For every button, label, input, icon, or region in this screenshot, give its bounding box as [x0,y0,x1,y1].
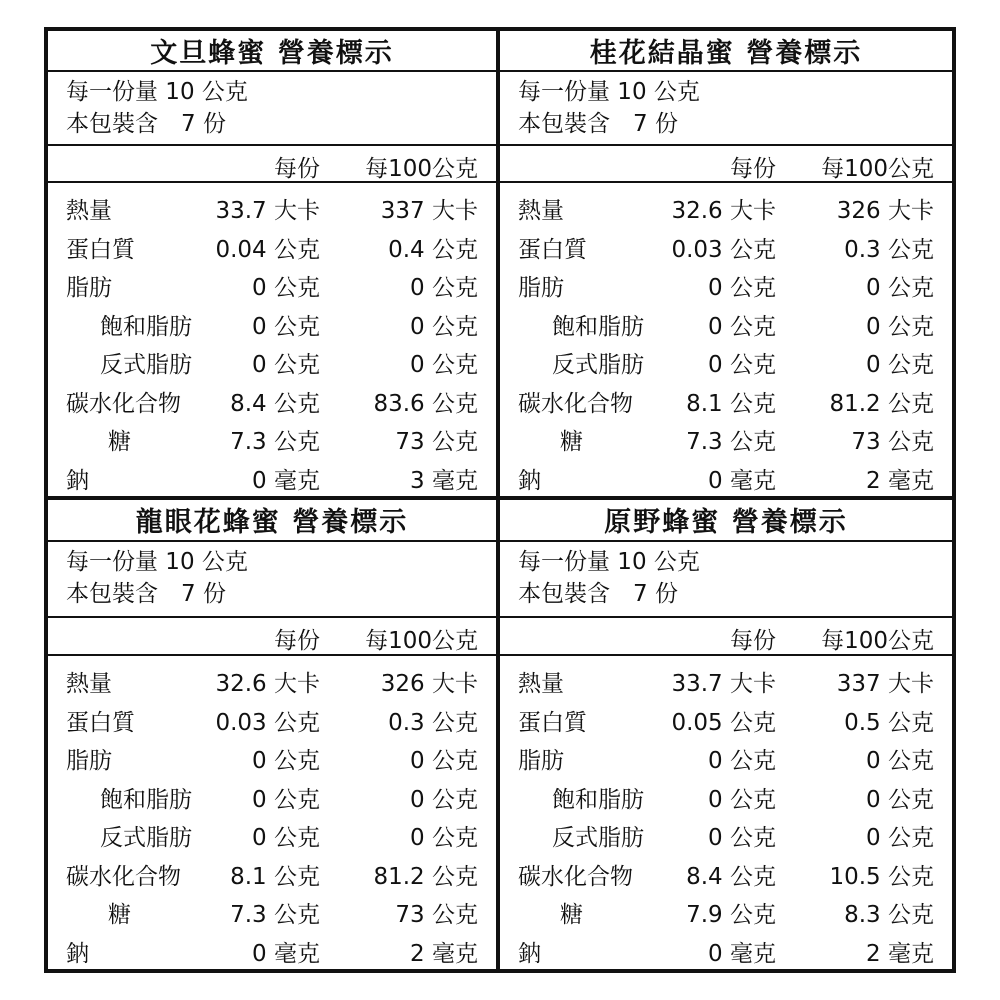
nutrient-label: 鈉 [518,940,541,967]
value-per-100g: 81.2 公克 [373,863,478,890]
nutrient-row [500,342,952,381]
value-per-100g: 0 公克 [866,786,934,813]
value-per-100g: 81.2 公克 [829,390,934,417]
value-per-serving: 0 公克 [252,313,320,340]
nutrient-label: 脂肪 [66,748,112,774]
column-header-per-100g: 每100公克 [365,628,478,655]
nutrient-label: 飽和脂肪 [552,786,644,813]
value-per-serving: 32.6 大卡 [215,671,320,697]
value-per-100g: 0.3 公克 [388,709,478,736]
nutrient-label: 反式脂肪 [552,825,644,851]
value-per-100g: 8.3 公克 [844,902,934,928]
nutrient-row [500,892,952,931]
nutrient-row [48,700,496,739]
nutrient-row [500,419,952,458]
value-per-100g: 0 公克 [866,275,934,301]
value-per-serving: 8.4 公克 [230,390,320,417]
panel-title: 龍眼花蜂蜜 營養標示 [48,500,496,542]
serving-info [500,542,952,619]
value-per-100g: 0 公克 [410,748,478,774]
nutrient-row [48,892,496,931]
column-headers [48,618,496,656]
nutrient-row [48,188,496,227]
value-per-100g: 73 公克 [395,429,478,455]
value-per-serving: 0 公克 [708,352,776,378]
nutrient-row [48,777,496,816]
value-per-100g: 337 大卡 [836,671,934,697]
value-per-100g: 0 公克 [866,825,934,851]
value-per-serving: 0 毫克 [708,467,776,494]
nutrition-panel [48,31,500,500]
nutrient-label: 碳水化合物 [66,390,181,417]
value-per-serving: 33.7 大卡 [671,671,776,697]
value-per-100g: 0 公克 [410,313,478,340]
nutrient-row [500,381,952,420]
nutrient-row [48,265,496,304]
nutrient-label: 碳水化合物 [518,863,633,890]
value-per-serving: 8.4 公克 [686,863,776,890]
panel-title: 原野蜂蜜 營養標示 [500,500,952,542]
nutrient-label: 蛋白質 [66,709,135,736]
panel-title: 文旦蜂蜜 營養標示 [48,31,496,72]
value-per-100g: 3 毫克 [410,467,478,494]
nutrient-row [48,381,496,420]
value-per-100g: 326 大卡 [380,671,478,697]
value-per-serving: 32.6 大卡 [671,198,776,224]
nutrient-label: 鈉 [66,940,89,967]
column-header-per-serving: 每份 [730,156,776,183]
value-per-100g: 0 公克 [866,748,934,774]
value-per-serving: 0 毫克 [252,467,320,494]
nutrient-label: 反式脂肪 [100,352,192,378]
nutrient-row [500,265,952,304]
servings-per-package: 本包裝含 7 份 [518,580,678,607]
value-per-serving: 7.3 公克 [686,429,776,455]
value-per-100g: 2 毫克 [866,467,934,494]
nutrient-row [500,931,952,970]
nutrient-row [500,700,952,739]
serving-info [48,542,496,619]
nutrition-panel [500,31,952,500]
serving-size: 每一份量 10 公克 [518,79,700,105]
servings-per-package: 本包裝含 7 份 [518,111,678,137]
nutrient-row [48,815,496,854]
value-per-100g: 0.5 公克 [844,709,934,736]
serving-size: 每一份量 10 公克 [518,548,700,575]
nutrient-label: 碳水化合物 [66,863,181,890]
servings-per-package: 本包裝含 7 份 [66,111,226,137]
value-per-100g: 337 大卡 [380,198,478,224]
value-per-100g: 73 公克 [395,902,478,928]
column-header-per-serving: 每份 [274,628,320,655]
value-per-serving: 8.1 公克 [686,390,776,417]
column-header-per-100g: 每100公克 [821,156,934,183]
value-per-serving: 0.03 公克 [215,709,320,736]
nutrient-label: 熱量 [66,198,112,224]
nutrient-row [500,738,952,777]
nutrient-rows [500,183,952,496]
nutrient-label: 飽和脂肪 [100,313,192,340]
nutrient-row [48,419,496,458]
value-per-100g: 73 公克 [851,429,934,455]
value-per-100g: 0 公克 [866,352,934,378]
nutrient-label: 熱量 [518,671,564,697]
nutrient-label: 蛋白質 [518,236,587,263]
serving-size: 每一份量 10 公克 [66,79,248,105]
column-headers [48,146,496,183]
value-per-100g: 0 公克 [866,313,934,340]
nutrient-label: 鈉 [518,467,541,494]
nutrient-row [500,661,952,700]
value-per-serving: 0 公克 [708,748,776,774]
value-per-100g: 83.6 公克 [373,390,478,417]
column-header-per-serving: 每份 [274,156,320,183]
value-per-100g: 326 大卡 [836,198,934,224]
nutrient-label: 蛋白質 [66,236,135,263]
nutrient-label: 脂肪 [518,275,564,301]
value-per-serving: 0.03 公克 [671,236,776,263]
value-per-100g: 2 毫克 [410,940,478,967]
value-per-100g: 10.5 公克 [829,863,934,890]
nutrition-panel [48,500,500,969]
nutrient-label: 飽和脂肪 [100,786,192,813]
value-per-serving: 7.3 公克 [230,902,320,928]
nutrient-row [500,304,952,343]
nutrient-label: 碳水化合物 [518,390,633,417]
value-per-100g: 2 毫克 [866,940,934,967]
value-per-serving: 0 公克 [252,275,320,301]
value-per-100g: 0 公克 [410,786,478,813]
nutrient-row [48,227,496,266]
value-per-serving: 0 公克 [252,786,320,813]
value-per-serving: 0.04 公克 [215,236,320,263]
nutrient-label: 糖 [108,902,131,928]
nutrient-row [500,227,952,266]
value-per-serving: 33.7 大卡 [215,198,320,224]
serving-size: 每一份量 10 公克 [66,548,248,575]
nutrient-row [500,815,952,854]
nutrient-row [48,738,496,777]
nutrient-label: 糖 [560,429,583,455]
nutrient-row [48,931,496,970]
value-per-100g: 0.3 公克 [844,236,934,263]
column-headers [500,618,952,656]
nutrient-row [500,777,952,816]
nutrient-label: 反式脂肪 [100,825,192,851]
nutrition-panel [500,500,952,969]
value-per-serving: 0 公克 [252,825,320,851]
servings-per-package: 本包裝含 7 份 [66,580,226,607]
serving-info [48,72,496,146]
nutrient-row [48,342,496,381]
nutrient-label: 熱量 [518,198,564,224]
serving-info [500,72,952,146]
value-per-serving: 0 毫克 [708,940,776,967]
value-per-serving: 0 公克 [252,352,320,378]
nutrient-label: 飽和脂肪 [552,313,644,340]
nutrition-labels-sheet [44,27,956,973]
nutrient-rows [500,656,952,969]
value-per-100g: 0 公克 [410,352,478,378]
nutrient-label: 脂肪 [66,275,112,301]
nutrient-label: 脂肪 [518,748,564,774]
value-per-100g: 0 公克 [410,825,478,851]
value-per-serving: 0.05 公克 [671,709,776,736]
nutrient-label: 糖 [560,902,583,928]
value-per-serving: 0 公克 [708,786,776,813]
panel-title: 桂花結晶蜜 營養標示 [500,31,952,72]
nutrient-row [500,458,952,497]
nutrient-row [48,661,496,700]
nutrient-row [500,854,952,893]
nutrient-label: 糖 [108,429,131,455]
value-per-serving: 7.3 公克 [230,429,320,455]
column-header-per-100g: 每100公克 [365,156,478,183]
nutrient-label: 蛋白質 [518,709,587,736]
value-per-serving: 0 公克 [252,748,320,774]
nutrient-row [48,854,496,893]
value-per-serving: 0 公克 [708,275,776,301]
nutrient-label: 反式脂肪 [552,352,644,378]
nutrient-rows [48,183,496,496]
nutrient-row [500,188,952,227]
column-header-per-serving: 每份 [730,628,776,655]
value-per-serving: 0 公克 [708,825,776,851]
nutrient-row [48,458,496,497]
nutrient-label: 熱量 [66,671,112,697]
nutrient-label: 鈉 [66,467,89,494]
value-per-serving: 7.9 公克 [686,902,776,928]
value-per-100g: 0 公克 [410,275,478,301]
nutrient-row [48,304,496,343]
nutrient-rows [48,656,496,969]
value-per-serving: 0 公克 [708,313,776,340]
column-headers [500,146,952,183]
value-per-100g: 0.4 公克 [388,236,478,263]
value-per-serving: 0 毫克 [252,940,320,967]
value-per-serving: 8.1 公克 [230,863,320,890]
column-header-per-100g: 每100公克 [821,628,934,655]
